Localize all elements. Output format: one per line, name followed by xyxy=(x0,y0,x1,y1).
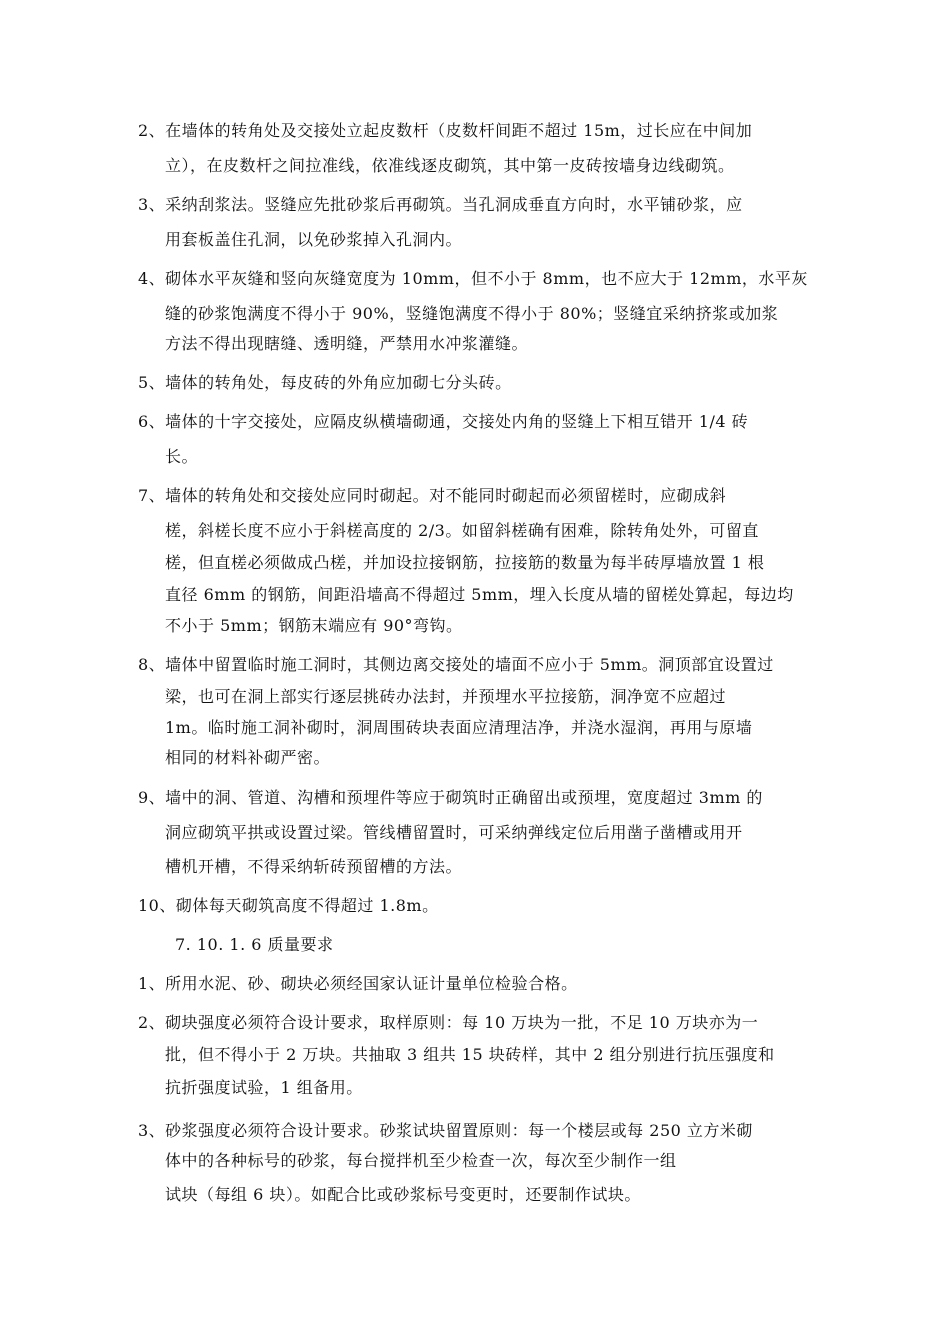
text-line: 6、墙体的十字交接处，应隔皮纵横墙砌通，交接处内角的竖缝上下相互错开 1/4 砖 xyxy=(138,412,749,431)
text-line: 长。 xyxy=(165,447,199,466)
text-line: 10、砌体每天砌筑高度不得超过 1.8m。 xyxy=(138,896,439,915)
text-line: 试块（每组 6 块）。如配合比或砂浆标号变更时，还要制作试块。 xyxy=(165,1185,641,1204)
text-line: 缝的砂浆饱满度不得小于 90%，竖缝饱满度不得小于 80%；竖缝宜采纳挤浆或加浆 xyxy=(165,304,779,323)
text-line: 梁，也可在洞上部实行逐层挑砖办法封，并预埋水平拉接筋，洞净宽不应超过 xyxy=(165,687,727,706)
text-line: 洞应砌筑平拱或设置过梁。管线槽留置时，可采纳弹线定位后用凿子凿槽或用开 xyxy=(165,823,743,842)
text-line: 2、在墙体的转角处及交接处立起皮数杆（皮数杆间距不超过 15m，过长应在中间加 xyxy=(138,121,753,140)
text-line: 槽机开槽，不得采纳斩砖预留槽的方法。 xyxy=(165,857,463,876)
text-line: 3、砂浆强度必须符合设计要求。砂浆试块留置原则：每一个楼层或每 250 立方米砌 xyxy=(138,1121,753,1140)
text-line: 4、砌体水平灰缝和竖向灰缝宽度为 10mm，但不小于 8mm，也不应大于 12mm，水平灰 xyxy=(138,269,808,288)
text-line: 方法不得出现瞎缝、透明缝，严禁用水冲浆灌缝。 xyxy=(165,334,529,353)
text-line: 直径 6mm 的钢筋，间距沿墙高不得超过 5mm，埋入长度从墙的留槎处算起，每边均 xyxy=(165,585,794,604)
text-line: 批，但不得小于 2 万块。共抽取 3 组共 15 块砖样，其中 2 组分别进行抗压强度和 xyxy=(165,1045,775,1064)
text-line: 8、墙体中留置临时施工洞时，其侧边离交接处的墙面不应小于 5mm。洞顶部宜设置过 xyxy=(138,655,774,674)
text-line: 2、砌块强度必须符合设计要求，取样原则：每 10 万块为一批，不足 10 万块亦为一 xyxy=(138,1013,759,1032)
text-line: 用套板盖住孔洞，以免砂浆掉入孔洞内。 xyxy=(165,230,463,249)
text-line: 7、墙体的转角处和交接处应同时砌起。对不能同时砌起而必须留槎时，应砌成斜 xyxy=(138,486,727,505)
text-line: 9、墙中的洞、管道、沟槽和预埋件等应于砌筑时正确留出或预埋，宽度超过 3mm 的 xyxy=(138,788,763,807)
text-line: 体中的各种标号的砂浆，每台搅拌机至少检查一次，每次至少制作一组 xyxy=(165,1151,677,1170)
text-line: 不小于 5mm；钢筋末端应有 90°弯钩。 xyxy=(165,616,463,635)
text-line: 槎，但直槎必须做成凸槎，并加设拉接钢筋，拉接筋的数量为每半砖厚墙放置 1 根 xyxy=(165,553,765,572)
text-line: 1m。临时施工洞补砌时，洞周围砖块表面应清理洁净，并浇水湿润，再用与原墙 xyxy=(165,718,753,737)
text-line: 抗折强度试验，1 组备用。 xyxy=(165,1078,363,1097)
text-line: 5、墙体的转角处，每皮砖的外角应加砌七分头砖。 xyxy=(138,373,512,392)
section-heading: 7. 10. 1. 6 质量要求 xyxy=(175,935,334,954)
text-line: 相同的材料补砌严密。 xyxy=(165,748,331,767)
text-line: 槎，斜槎长度不应小于斜槎高度的 2/3。如留斜槎确有困难，除转角处外，可留直 xyxy=(165,521,759,540)
text-line: 1、所用水泥、砂、砌块必须经国家认证计量单位检验合格。 xyxy=(138,974,578,993)
text-line: 3、采纳刮浆法。竖缝应先批砂浆后再砌筑。当孔洞成垂直方向时，水平铺砂浆，应 xyxy=(138,195,743,214)
text-line: 立），在皮数杆之间拉准线，依准线逐皮砌筑，其中第一皮砖按墙身边线砌筑。 xyxy=(165,156,735,175)
